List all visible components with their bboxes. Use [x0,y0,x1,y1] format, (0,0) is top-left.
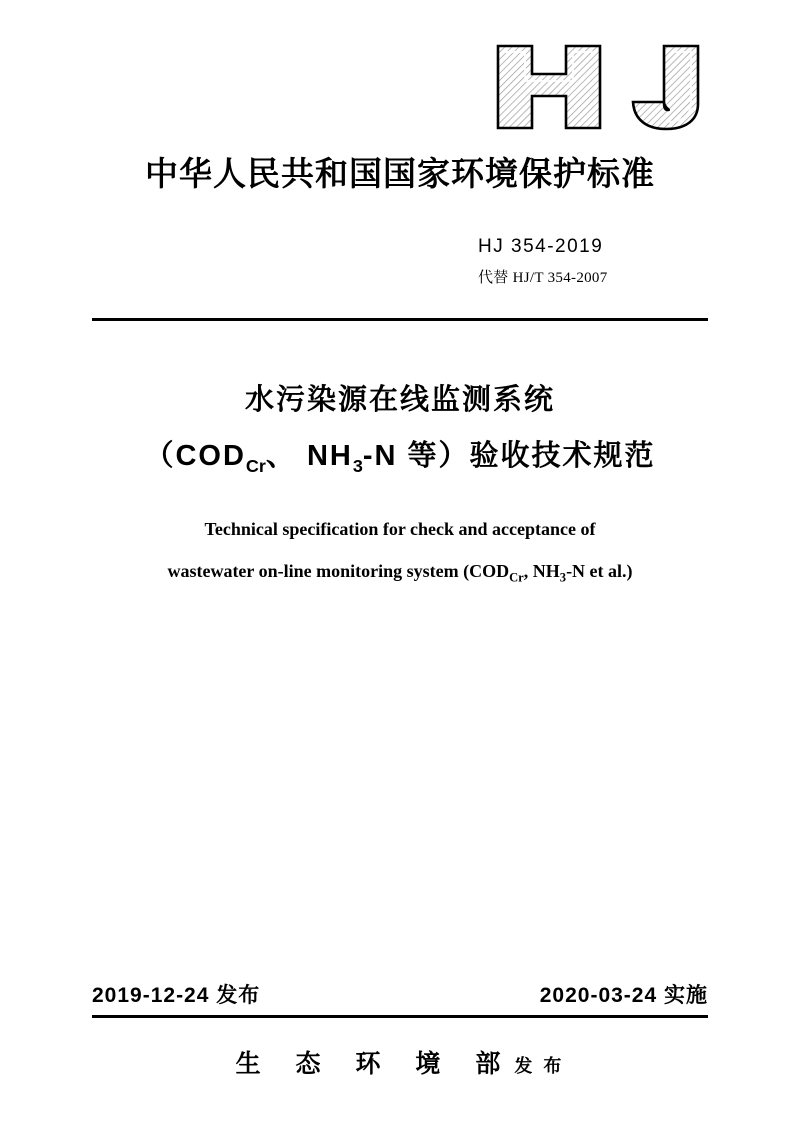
standard-number-block [478,236,708,287]
divider-top [92,318,708,321]
divider-bottom [92,1015,708,1018]
title-en-line2-a: wastewater on-line monitoring system (COD [167,561,510,581]
title-cn-line1: 水污染源在线监测系统 [244,384,555,416]
title-cn-line2-after: -N 等）验收技术规范 [362,440,656,472]
issue-date: 2019-12-24 发布 [92,984,261,1007]
standard-code: HJ 354-2019 [478,236,604,257]
title-en-sub-cr: Cr [509,570,524,585]
publisher-line [0,1044,800,1080]
publisher-verb: 发 布 [514,1056,565,1076]
document-title-en [0,508,800,599]
standard-title: 中华人民共和国国家环境保护标准 [145,155,655,192]
title-cn-line2-mid: 、 NH [265,440,353,472]
title-en-line2-b: , NH [523,561,560,581]
effective-date: 2020-03-24 实施 [539,984,708,1007]
title-cn-sub-cr: Cr [245,455,266,476]
hj-logo [488,42,708,132]
title-cn-sub-3: 3 [352,455,363,476]
title-cn-line2-prefix: （COD [144,440,246,472]
date-row [92,979,708,1009]
document-title-cn [0,372,800,494]
title-en-line1: Technical specification for check and acceptance of [204,519,596,539]
title-en-sub-3: 3 [559,570,567,585]
standard-replaces: 代替 HJ/T 354-2007 [478,270,608,286]
title-en-line2 [0,550,800,599]
title-en-line2-c: -N et al.) [566,561,633,581]
publisher-agency: 生 态 环 境 部 [235,1050,515,1078]
title-cn-line2 [0,428,800,494]
